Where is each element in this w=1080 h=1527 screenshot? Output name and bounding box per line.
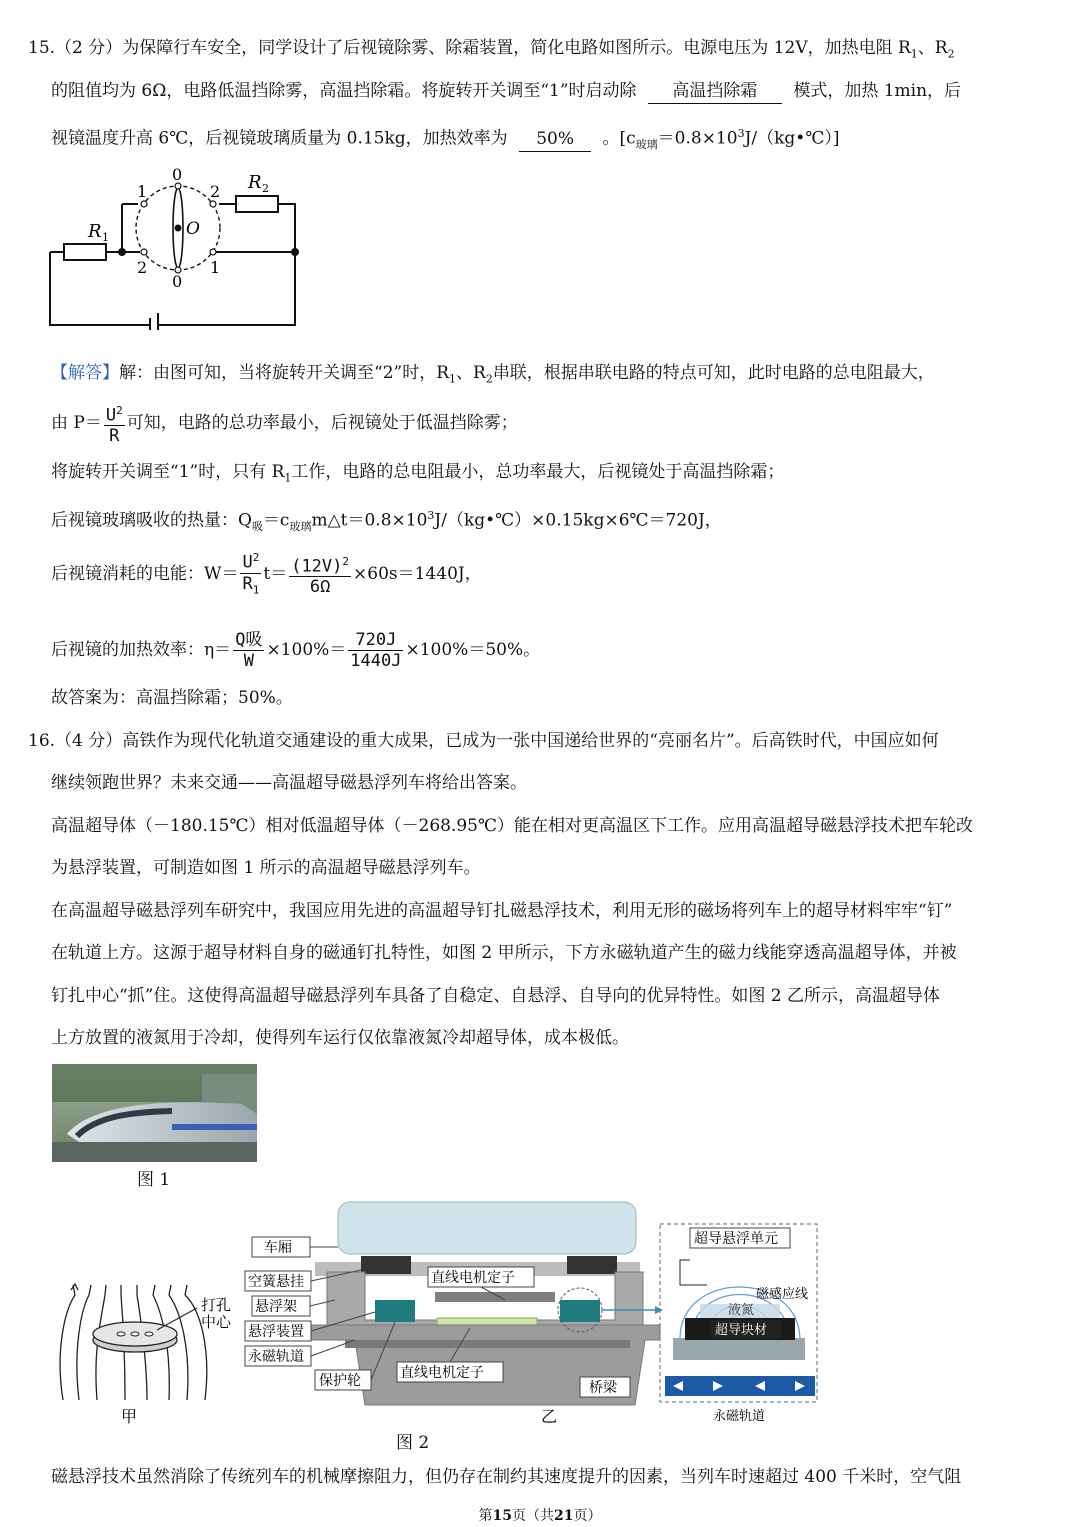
label-r2: R — [248, 172, 262, 193]
q15-text: 视镜温度升高 6℃，后视镜玻璃质量为 0.15kg，加热效率为 — [51, 128, 508, 149]
fig2-yi: 乙 — [541, 1407, 558, 1425]
label-sc-block: 超导块材 — [715, 1323, 768, 1338]
answer-text: 串联，根据串联电路的特点可知，此时电路的总电阻最大， — [492, 363, 935, 383]
q16-text: 高温超导体（－180.15℃）相对低温超导体（－268.95℃）能在相对更高温区下工作。应用高温超导磁悬浮技术把车轮改 — [51, 816, 973, 836]
answer-text: 后视镜消耗的电能：W＝ — [51, 564, 239, 584]
answer-text: J/（kg•℃）×0.15kg×6℃＝720J， — [434, 510, 722, 531]
frac-den: 6Ω — [309, 577, 331, 598]
resistor-r2 — [236, 196, 278, 212]
q15-text: J/（kg•℃）] — [744, 128, 840, 149]
q16-text: 在高温超导磁悬浮列车研究中，我国应用先进的高温超导钉扎磁悬浮技术，利用无形的磁场将列车上的超导材料牢牢“钉” — [51, 901, 953, 921]
q16-line-2 — [51, 771, 527, 795]
answer-text: t＝ — [263, 564, 288, 584]
label-guard-wheel: 保护轮 — [319, 1373, 361, 1389]
switch-pos-0-top: 0 — [172, 165, 183, 184]
switch-pos-2-bottom: 2 — [137, 258, 148, 277]
answer-text: 可知，电路的总功率最小，后视镜处于低温挡除雾； — [126, 413, 518, 433]
q16-text: 磁悬浮技术虽然消除了传统列车的机械摩擦阻力，但仍存在制约其速度提升的因素，当列车时速超过 400 千米时，空气阻 — [51, 1467, 962, 1487]
answer-text: 由 P＝ — [51, 413, 102, 433]
q16-line-5 — [51, 899, 952, 923]
label-sc-unit: 超导悬浮单元 — [694, 1231, 778, 1247]
label-r1: R — [88, 221, 102, 242]
carriage — [338, 1202, 636, 1254]
q15-text: 模式，加热 1min，后 — [793, 81, 962, 101]
label-o: O — [186, 219, 200, 239]
answer-blank-1: 高温挡除霜 — [648, 79, 782, 104]
q16-text: 继续领跑世界？未来交通——高温超导磁悬浮列车将给出答案。 — [51, 773, 527, 793]
formula-energy: $\frac{U^2}{R_1}$ — [240, 548, 261, 600]
answer-tag: 【解答】 — [51, 363, 119, 383]
resistor-r1 — [64, 244, 106, 260]
q16-text: 钉扎中心“抓”住。这使得高温超导磁悬浮列车具备了自稳定、自悬浮、自导向的优异特性。如图 2 乙所示，高温超导体 — [51, 986, 941, 1006]
answer-blank-2: 50% — [519, 127, 591, 152]
formula-efficiency-value: $\frac{720J}{1440J}$ — [350, 630, 402, 671]
q16-text: 为悬浮装置，可制造如图 1 所示的高温超导磁悬浮列车。 — [51, 858, 481, 878]
q15-answer-line-4: 后视镜玻璃吸收的热量：$Q_吸=c_{玻璃}m\triangle t=0.8\times 10^3J/(kg•℃)\times 0.15kg\times 6℃=720J$， — [51, 509, 722, 534]
label-r2-sub: 2 — [262, 182, 269, 195]
pin-center-label: 打孔中心 — [201, 1296, 232, 1331]
q15-answer-line-1: 【解答】解：由图可知，当将旋转开关调至“2”时，$R_1$、$R_2$串联，根据串联电路的特点可知，此时电路的总电阻最大， — [51, 363, 935, 386]
formula-power: $\frac{U^2}{R}$ — [104, 401, 125, 447]
label-bridge: 桥梁 — [589, 1380, 617, 1396]
answer-text: 后视镜玻璃吸收的热量：Q — [51, 510, 252, 531]
label-stator-bottom: 直线电机定子 — [400, 1365, 484, 1381]
answer-text: m△t＝0.8×10 — [311, 510, 428, 531]
q16-text: 高铁作为现代化轨道交通建设的重大成果，已成为一张中国递给世界的“亮丽名片”。后高铁时代，中国应如何 — [122, 731, 939, 751]
q15-answer-line-5 — [51, 546, 482, 602]
q16-line-3 — [51, 814, 973, 838]
label-pm-track-unit: 永磁轨道 — [713, 1409, 766, 1424]
label-field-lines: 磁感应线 — [756, 1287, 809, 1302]
answer-text: 解：由图可知，当将旋转开关调至“2”时，R — [119, 363, 449, 383]
levitation-device-left — [375, 1300, 415, 1322]
answer-text: 将旋转开关调至“1”时，只有 R — [51, 462, 285, 482]
figure-2-diagram — [45, 1200, 825, 1425]
answer-sub: 玻璃 — [289, 520, 312, 534]
formula-efficiency: $\frac{\text{Q吸}}{W}$ — [235, 630, 263, 671]
footer-text: 页） — [573, 1508, 602, 1524]
answer-text: ×100%＝ — [266, 640, 347, 660]
answer-text: 后视镜的加热效率：η＝ — [51, 640, 232, 660]
fig1-caption: 图 1 — [137, 1170, 171, 1190]
label-pm-track: 永磁轨道 — [248, 1349, 304, 1365]
page-total: 21 — [554, 1508, 574, 1524]
frac-num: U — [105, 405, 117, 426]
q15-text: 玻璃 — [635, 138, 658, 152]
q15-line-2 — [51, 79, 961, 104]
q15-text: ＝0.8×10 — [657, 128, 738, 149]
q16-line-4 — [51, 856, 481, 880]
circuit-diagram — [40, 160, 310, 330]
label-liquid-n: 液氮 — [728, 1303, 755, 1318]
q15-text: 的阻值均为 6Ω，电路低温挡除雾，高温挡除霜。将旋转开关调至“1”时启动除 — [51, 81, 637, 101]
maglev-train-photo — [52, 1064, 257, 1162]
switch-pos-1-bottom: 1 — [210, 258, 221, 277]
levitation-device-right — [560, 1300, 600, 1322]
q15-text: 为保障行车安全，同学设计了后视镜除雾、除霜装置，简化电路如图所示。电源电压为 12V，加热电阻 R — [122, 38, 911, 58]
q15-answer-line-2 — [51, 398, 518, 448]
label-bogie: 悬浮架 — [255, 1299, 297, 1315]
q16-line-9 — [51, 1465, 961, 1489]
footer-text: 页（共 — [512, 1508, 554, 1524]
answer-text: ×100%＝50%。 — [405, 640, 541, 660]
frac-num: U — [242, 553, 253, 574]
q16-score: （4 分） — [55, 731, 123, 751]
q16-line-6 — [51, 941, 957, 965]
switch-pos-2-top: 2 — [210, 182, 221, 201]
q15-text: 、R — [917, 38, 948, 58]
answer-text: 故答案为：高温挡除霜；50%。 — [51, 688, 293, 708]
q15-answer-line-7 — [51, 686, 293, 710]
switch-pos-1-top: 1 — [137, 182, 148, 201]
q15-text: 。[c — [602, 128, 636, 149]
air-spring-right — [567, 1256, 617, 1274]
fig2-jia: 甲 — [121, 1407, 138, 1425]
answer-sub: 吸 — [251, 520, 263, 534]
label-levitation: 悬浮装置 — [248, 1324, 304, 1340]
q16-number: 16. — [28, 731, 56, 751]
answer-text: ×60s＝1440J， — [353, 564, 482, 584]
switch-pos-0-bottom: 0 — [172, 272, 183, 291]
q15-answer-line-3: 将旋转开关调至“1”时，只有 $R_1$工作，电路的总电阻最小，总功率最大，后视镜处于高温挡除霜； — [51, 462, 785, 485]
q15-number: 15. — [28, 38, 56, 58]
pm-track-strip — [665, 1376, 815, 1396]
label-stator-top: 直线电机定子 — [431, 1270, 515, 1286]
page-footer — [0, 1505, 1080, 1525]
q16-text: 在轨道上方。这源于超导材料自身的磁通钉扎特性，如图 2 甲所示，下方永磁轨道产生的磁力线能穿透高温超导体，并被 — [51, 943, 957, 963]
q16-text: 上方放置的液氮用于冷却，使得列车运行仅依靠液氮冷却超导体，成本极低。 — [51, 1028, 629, 1048]
footer-text: 第 — [478, 1508, 493, 1524]
q16-line-7 — [51, 984, 940, 1008]
fig2-caption: 图 2 — [396, 1433, 430, 1453]
q15-answer-line-6 — [51, 622, 540, 678]
answer-text: ＝c — [262, 510, 290, 531]
answer-text: 、R — [456, 363, 486, 383]
q16-line-8 — [51, 1026, 629, 1050]
q15-score: （2 分） — [55, 38, 123, 58]
formula-energy-value: $\frac{(12V)^2}{6\Omega}$ — [289, 552, 351, 598]
page-number: 15 — [492, 1508, 512, 1524]
q15-line-3: 视镜温度升高 6℃，后视镜玻璃质量为 0.15kg，加热效率为 50% 。$[c_{玻璃}=0.8\times 10^3J/(kg•℃)]$ — [51, 127, 840, 152]
answer-text: 工作，电路的总电阻最小，总功率最大，后视镜处于高温挡除霜； — [291, 462, 785, 482]
frac-den: R — [242, 574, 253, 595]
q16-line-1 — [28, 729, 939, 753]
frac-den: R — [109, 426, 120, 447]
frac-num: (12V) — [291, 556, 343, 577]
label-carriage: 车厢 — [264, 1240, 292, 1256]
label-air-spring: 空簧悬挂 — [248, 1274, 304, 1290]
q15-line-1: 15.（2 分）为保障行车安全，同学设计了后视镜除雾、除霜装置，简化电路如图所示。电源电压为 12V，加热电阻 $R_1$、$R_2$ — [28, 38, 955, 61]
air-spring-left — [361, 1256, 411, 1274]
label-r1-sub: 1 — [102, 231, 109, 244]
